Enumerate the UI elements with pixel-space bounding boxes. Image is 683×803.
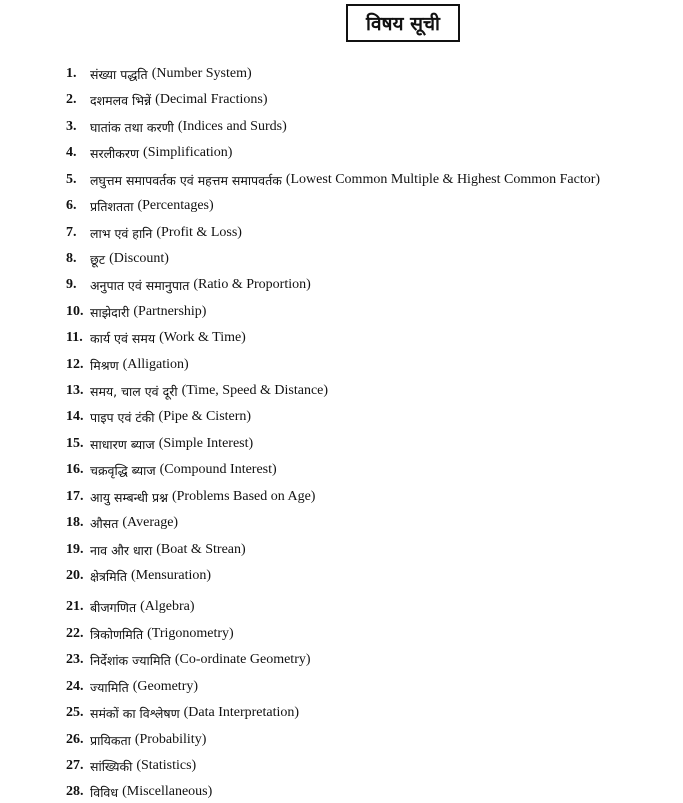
toc-item-hindi-title: लाभ एवं हानि bbox=[90, 225, 153, 241]
toc-item-hindi-title: संख्या पद्धति bbox=[90, 66, 148, 82]
toc-item bbox=[66, 195, 214, 217]
toc-item-hindi-title: पाइप एवं टंकी bbox=[90, 409, 155, 425]
toc-item-hindi-title: औसत bbox=[90, 515, 119, 531]
toc-item-number: 17. bbox=[66, 489, 84, 504]
toc-item-number: 23. bbox=[66, 652, 84, 667]
toc-item-hindi-title: दशमलव भिन्नें bbox=[90, 92, 152, 108]
toc-item-hindi-title: साधारण ब्याज bbox=[90, 436, 155, 452]
toc-item bbox=[66, 354, 189, 376]
toc-item-number: 18. bbox=[66, 515, 84, 530]
toc-item-english-title: (Statistics) bbox=[136, 758, 197, 773]
toc-item-hindi-title: सरलीकरण bbox=[90, 145, 140, 161]
toc-item-hindi-title: आयु सम्बन्धी प्रश्न bbox=[90, 489, 168, 505]
toc-item bbox=[66, 406, 251, 428]
toc-item-english-title: (Profit & Loss) bbox=[156, 225, 242, 240]
toc-item-hindi-title: घातांक तथा करणी bbox=[90, 119, 174, 135]
toc-item-english-title: (Mensuration) bbox=[130, 568, 212, 583]
toc-item-number: 26. bbox=[66, 732, 84, 747]
toc-item-english-title: (Simple Interest) bbox=[158, 436, 254, 451]
toc-item-english-title: (Decimal Fractions) bbox=[155, 92, 268, 107]
toc-item-english-title: (Simplification) bbox=[143, 145, 233, 160]
page-title-text: विषय सूची bbox=[366, 13, 440, 35]
toc-item-hindi-title: चक्रवृद्धि ब्याज bbox=[90, 462, 156, 478]
toc-item-hindi-title: सांख्यिकी bbox=[90, 758, 133, 774]
toc-item-hindi-title: प्रतिशतता bbox=[90, 198, 134, 214]
toc-item-number: 10. bbox=[66, 304, 84, 319]
toc-item-number: 25. bbox=[66, 705, 84, 720]
toc-item-english-title: (Problems Based on Age) bbox=[171, 489, 316, 504]
toc-item-hindi-title: बीजगणित bbox=[90, 599, 137, 615]
toc-item-english-title: (Data Interpretation) bbox=[183, 705, 300, 720]
toc-item bbox=[66, 596, 195, 618]
toc-item-english-title: (Trigonometry) bbox=[147, 626, 234, 641]
toc-item-hindi-title: ज्यामिति bbox=[90, 679, 129, 695]
toc-item bbox=[66, 116, 287, 138]
toc-item-hindi-title: त्रिकोणमिति bbox=[90, 626, 144, 642]
toc-item-english-title: (Probability) bbox=[134, 732, 207, 747]
toc-item-english-title: (Partnership) bbox=[133, 304, 207, 319]
toc-item-english-title: (Discount) bbox=[109, 251, 169, 266]
toc-item-english-title: (Compound Interest) bbox=[159, 462, 277, 477]
toc-item-english-title: (Geometry) bbox=[132, 679, 199, 694]
toc-item bbox=[66, 702, 299, 724]
toc-item-number: 11. bbox=[66, 330, 83, 345]
toc-item bbox=[66, 433, 253, 455]
toc-item-english-title: (Time, Speed & Distance) bbox=[181, 383, 329, 398]
toc-item bbox=[66, 89, 268, 111]
toc-item bbox=[66, 248, 169, 270]
toc-item-number: 21. bbox=[66, 599, 84, 614]
toc-item-hindi-title: निर्देशांक ज्यामिति bbox=[90, 652, 171, 668]
toc-item-hindi-title: समय, चाल एवं दूरी bbox=[90, 383, 178, 399]
toc-item-number: 20. bbox=[66, 568, 84, 583]
toc-item-hindi-title: कार्य एवं समय bbox=[90, 330, 156, 346]
toc-item-number: 13. bbox=[66, 383, 84, 398]
toc-item-english-title: (Algebra) bbox=[140, 599, 195, 614]
toc-item bbox=[66, 380, 328, 402]
toc-item-hindi-title: मिश्रण bbox=[90, 357, 119, 373]
toc-item bbox=[66, 649, 311, 671]
toc-item-number: 24. bbox=[66, 679, 84, 694]
toc-item bbox=[66, 222, 242, 244]
toc-item bbox=[66, 327, 246, 349]
toc-item-english-title: (Boat & Strean) bbox=[156, 542, 246, 557]
toc-item-hindi-title: अनुपात एवं समानुपात bbox=[90, 277, 190, 293]
toc-item-english-title: (Ratio & Proportion) bbox=[193, 277, 311, 292]
toc-item-english-title: (Percentages) bbox=[137, 198, 214, 213]
toc-item-english-title: (Alligation) bbox=[122, 357, 189, 372]
toc-item-number: 22. bbox=[66, 626, 84, 641]
toc-item-number: 19. bbox=[66, 542, 84, 557]
toc-item-hindi-title: क्षेत्रमिति bbox=[90, 568, 127, 584]
toc-item bbox=[66, 486, 315, 508]
toc-item-english-title: (Lowest Common Multiple & Highest Common Factor) bbox=[285, 172, 601, 187]
toc-item-number: 27. bbox=[66, 758, 84, 773]
toc-item-number: 3. bbox=[66, 119, 77, 134]
toc-item-hindi-title: प्रायिकता bbox=[90, 732, 131, 748]
toc-item-number: 5. bbox=[66, 172, 77, 187]
toc-item-number: 9. bbox=[66, 277, 77, 292]
toc-item bbox=[66, 142, 232, 164]
toc-item-number: 15. bbox=[66, 436, 84, 451]
toc-item bbox=[66, 755, 196, 777]
toc-item-number: 28. bbox=[66, 784, 84, 799]
toc-item bbox=[66, 565, 211, 587]
toc-item-number: 16. bbox=[66, 462, 84, 477]
toc-item-hindi-title: साझेदारी bbox=[90, 304, 130, 320]
toc-item-hindi-title: विविध bbox=[90, 784, 119, 800]
toc-item-number: 8. bbox=[66, 251, 77, 266]
toc-item bbox=[66, 459, 277, 481]
toc-item-number: 14. bbox=[66, 409, 84, 424]
toc-item-english-title: (Work & Time) bbox=[159, 330, 246, 345]
toc-item-english-title: (Co-ordinate Geometry) bbox=[174, 652, 311, 667]
toc-item-number: 1. bbox=[66, 66, 77, 81]
toc-item-number: 12. bbox=[66, 357, 84, 372]
toc-item-number: 7. bbox=[66, 225, 77, 240]
toc-item-number: 2. bbox=[66, 92, 77, 107]
toc-item bbox=[66, 274, 311, 296]
toc-item-english-title: (Indices and Surds) bbox=[177, 119, 287, 134]
toc-item bbox=[66, 539, 246, 561]
toc-item bbox=[66, 512, 178, 534]
toc-item bbox=[66, 301, 206, 323]
toc-item-english-title: (Average) bbox=[122, 515, 179, 530]
toc-item bbox=[66, 623, 234, 645]
toc-item bbox=[66, 169, 600, 191]
toc-item-english-title: (Number System) bbox=[151, 66, 252, 81]
toc-item-hindi-title: लघुत्तम समापवर्तक एवं महत्तम समापवर्तक bbox=[90, 172, 282, 188]
toc-item-english-title: (Pipe & Cistern) bbox=[158, 409, 252, 424]
toc-item-number: 4. bbox=[66, 145, 77, 160]
toc-item bbox=[66, 729, 206, 751]
toc-item bbox=[66, 63, 252, 85]
toc-item bbox=[66, 676, 198, 698]
toc-item-english-title: (Miscellaneous) bbox=[122, 784, 213, 799]
toc-item-number: 6. bbox=[66, 198, 77, 213]
toc-item-hindi-title: समंकों का विश्लेषण bbox=[90, 705, 180, 721]
toc-item-hindi-title: नाव और धारा bbox=[90, 542, 153, 558]
toc-item-hindi-title: छूट bbox=[90, 251, 106, 267]
